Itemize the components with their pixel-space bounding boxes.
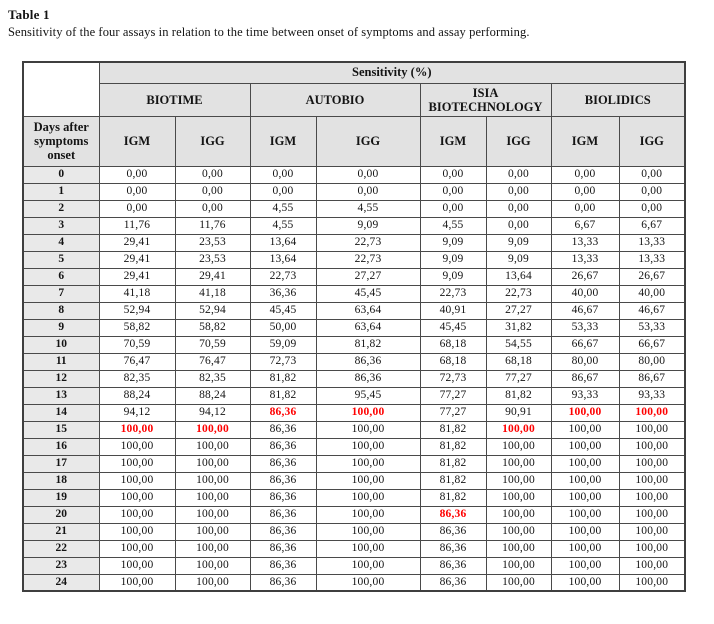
value-cell: 13,33: [551, 234, 619, 251]
value-cell: 0,00: [316, 183, 420, 200]
table-row: [23, 319, 685, 336]
value-cell: 46,67: [551, 302, 619, 319]
day-cell: 21: [23, 523, 99, 540]
value-cell: 13,33: [619, 251, 685, 268]
value-cell: 88,24: [99, 387, 175, 404]
value-cell: 100,00: [99, 421, 175, 438]
table-row: [23, 251, 685, 268]
value-cell: 81,82: [420, 489, 486, 506]
value-cell: 29,41: [99, 234, 175, 251]
value-cell: 76,47: [99, 353, 175, 370]
value-cell: 26,67: [551, 268, 619, 285]
value-cell: 81,82: [420, 438, 486, 455]
col-header-isia-igg: IGG: [486, 116, 551, 166]
value-cell: 100,00: [619, 523, 685, 540]
day-cell: 5: [23, 251, 99, 268]
value-cell: 100,00: [551, 404, 619, 421]
value-cell: 100,00: [551, 472, 619, 489]
value-cell: 4,55: [250, 217, 316, 234]
value-cell: 100,00: [99, 506, 175, 523]
value-cell: 13,33: [619, 234, 685, 251]
value-cell: 100,00: [316, 438, 420, 455]
value-cell: 100,00: [619, 506, 685, 523]
value-cell: 86,36: [420, 506, 486, 523]
value-cell: 100,00: [619, 557, 685, 574]
value-cell: 100,00: [551, 540, 619, 557]
assay-header-isia-biotechnology: ISIA BIOTECHNOLOGY: [420, 83, 551, 116]
value-cell: 100,00: [486, 455, 551, 472]
day-cell: 16: [23, 438, 99, 455]
value-cell: 0,00: [99, 200, 175, 217]
value-cell: 100,00: [486, 421, 551, 438]
day-cell: 12: [23, 370, 99, 387]
value-cell: 13,33: [551, 251, 619, 268]
value-cell: 53,33: [619, 319, 685, 336]
day-cell: 14: [23, 404, 99, 421]
value-cell: 80,00: [619, 353, 685, 370]
value-cell: 86,36: [250, 455, 316, 472]
value-cell: 100,00: [551, 506, 619, 523]
value-cell: 100,00: [175, 489, 250, 506]
day-cell: 2: [23, 200, 99, 217]
value-cell: 86,36: [420, 557, 486, 574]
value-cell: 0,00: [250, 183, 316, 200]
value-cell: 86,67: [619, 370, 685, 387]
value-cell: 100,00: [175, 421, 250, 438]
table-title: Table 1: [8, 7, 50, 22]
day-cell: 1: [23, 183, 99, 200]
value-cell: 100,00: [551, 557, 619, 574]
assay-header-autobio: AUTOBIO: [250, 83, 420, 116]
assay-header-row: [23, 83, 685, 116]
col-header-biotime-igg: IGG: [175, 116, 250, 166]
col-header-biotime-igm: IGM: [99, 116, 175, 166]
table-body: [23, 166, 685, 591]
value-cell: 76,47: [175, 353, 250, 370]
value-cell: 100,00: [619, 540, 685, 557]
value-cell: 100,00: [551, 574, 619, 591]
value-cell: 86,36: [316, 370, 420, 387]
value-cell: 93,33: [551, 387, 619, 404]
value-cell: 9,09: [420, 251, 486, 268]
value-cell: 45,45: [420, 319, 486, 336]
value-cell: 0,00: [99, 166, 175, 183]
table-row: [23, 506, 685, 523]
day-cell: 11: [23, 353, 99, 370]
value-cell: 0,00: [486, 217, 551, 234]
value-cell: 0,00: [551, 200, 619, 217]
value-cell: 0,00: [420, 200, 486, 217]
col-header-biolidics-igm: IGM: [551, 116, 619, 166]
value-cell: 100,00: [316, 489, 420, 506]
value-cell: 100,00: [99, 523, 175, 540]
value-cell: 100,00: [175, 523, 250, 540]
value-cell: 100,00: [486, 506, 551, 523]
value-cell: 41,18: [175, 285, 250, 302]
value-cell: 100,00: [551, 438, 619, 455]
table-row: [23, 302, 685, 319]
value-cell: 100,00: [619, 574, 685, 591]
value-cell: 26,67: [619, 268, 685, 285]
value-cell: 6,67: [551, 217, 619, 234]
value-cell: 0,00: [551, 166, 619, 183]
value-cell: 0,00: [486, 200, 551, 217]
table-row: [23, 523, 685, 540]
day-cell: 19: [23, 489, 99, 506]
value-cell: 100,00: [316, 506, 420, 523]
value-cell: 100,00: [486, 472, 551, 489]
value-cell: 81,82: [250, 387, 316, 404]
table-row: [23, 387, 685, 404]
value-cell: 66,67: [551, 336, 619, 353]
value-cell: 22,73: [316, 251, 420, 268]
value-cell: 100,00: [99, 438, 175, 455]
value-cell: 100,00: [551, 523, 619, 540]
table-row: [23, 438, 685, 455]
value-cell: 13,64: [250, 234, 316, 251]
value-cell: 45,45: [316, 285, 420, 302]
assay-header-biolidics: BIOLIDICS: [551, 83, 685, 116]
table-row: [23, 421, 685, 438]
value-cell: 100,00: [175, 472, 250, 489]
value-cell: 86,36: [250, 557, 316, 574]
value-cell: 100,00: [175, 438, 250, 455]
value-cell: 0,00: [551, 183, 619, 200]
value-cell: 0,00: [99, 183, 175, 200]
value-cell: 11,76: [175, 217, 250, 234]
value-cell: 66,67: [619, 336, 685, 353]
subheader-row: [23, 116, 685, 166]
value-cell: 77,27: [420, 387, 486, 404]
value-cell: 68,18: [420, 336, 486, 353]
table-row: [23, 472, 685, 489]
value-cell: 100,00: [175, 574, 250, 591]
value-cell: 81,82: [250, 370, 316, 387]
value-cell: 86,36: [250, 421, 316, 438]
col-header-biolidics-igg: IGG: [619, 116, 685, 166]
value-cell: 70,59: [175, 336, 250, 353]
value-cell: 86,36: [316, 353, 420, 370]
value-cell: 58,82: [175, 319, 250, 336]
table-row: [23, 217, 685, 234]
value-cell: 40,91: [420, 302, 486, 319]
value-cell: 100,00: [99, 455, 175, 472]
col-header-autobio-igm: IGM: [250, 116, 316, 166]
day-cell: 10: [23, 336, 99, 353]
value-cell: 41,18: [99, 285, 175, 302]
value-cell: 54,55: [486, 336, 551, 353]
value-cell: 0,00: [486, 183, 551, 200]
value-cell: 81,82: [420, 421, 486, 438]
day-cell: 3: [23, 217, 99, 234]
corner-cell: [23, 62, 99, 116]
value-cell: 0,00: [316, 166, 420, 183]
value-cell: 82,35: [99, 370, 175, 387]
day-cell: 15: [23, 421, 99, 438]
value-cell: 72,73: [250, 353, 316, 370]
value-cell: 86,36: [250, 404, 316, 421]
value-cell: 86,36: [250, 523, 316, 540]
table-row: [23, 353, 685, 370]
value-cell: 100,00: [316, 455, 420, 472]
value-cell: 90,91: [486, 404, 551, 421]
value-cell: 9,09: [316, 217, 420, 234]
value-cell: 80,00: [551, 353, 619, 370]
value-cell: 22,73: [486, 285, 551, 302]
day-cell: 7: [23, 285, 99, 302]
value-cell: 100,00: [551, 455, 619, 472]
table-row: [23, 489, 685, 506]
value-cell: 100,00: [619, 455, 685, 472]
table-row: [23, 370, 685, 387]
value-cell: 23,53: [175, 251, 250, 268]
value-cell: 95,45: [316, 387, 420, 404]
value-cell: 86,36: [250, 506, 316, 523]
value-cell: 11,76: [99, 217, 175, 234]
value-cell: 45,45: [250, 302, 316, 319]
value-cell: 86,36: [250, 438, 316, 455]
value-cell: 9,09: [420, 268, 486, 285]
value-cell: 59,09: [250, 336, 316, 353]
value-cell: 0,00: [250, 166, 316, 183]
value-cell: 9,09: [486, 234, 551, 251]
value-cell: 72,73: [420, 370, 486, 387]
value-cell: 27,27: [316, 268, 420, 285]
days-after-symptoms-header: Days after symptoms onset: [23, 116, 99, 166]
sensitivity-header: Sensitivity (%): [99, 62, 685, 83]
value-cell: 88,24: [175, 387, 250, 404]
value-cell: 4,55: [420, 217, 486, 234]
value-cell: 77,27: [486, 370, 551, 387]
day-cell: 24: [23, 574, 99, 591]
value-cell: 63,64: [316, 302, 420, 319]
value-cell: 100,00: [619, 472, 685, 489]
day-cell: 23: [23, 557, 99, 574]
table-row: [23, 455, 685, 472]
value-cell: 100,00: [619, 404, 685, 421]
col-header-isia-igm: IGM: [420, 116, 486, 166]
value-cell: 52,94: [99, 302, 175, 319]
day-cell: 6: [23, 268, 99, 285]
value-cell: 22,73: [316, 234, 420, 251]
value-cell: 100,00: [175, 540, 250, 557]
table-row: [23, 540, 685, 557]
value-cell: 22,73: [420, 285, 486, 302]
value-cell: 100,00: [316, 523, 420, 540]
table-row: [23, 404, 685, 421]
value-cell: 40,00: [619, 285, 685, 302]
table-caption: Sensitivity of the four assays in relation to the time between onset of symptoms and assay performing.: [8, 25, 530, 39]
value-cell: 100,00: [316, 540, 420, 557]
value-cell: 29,41: [175, 268, 250, 285]
value-cell: 13,64: [250, 251, 316, 268]
value-cell: 100,00: [316, 421, 420, 438]
value-cell: 58,82: [99, 319, 175, 336]
day-cell: 18: [23, 472, 99, 489]
value-cell: 86,36: [420, 540, 486, 557]
value-cell: 81,82: [316, 336, 420, 353]
value-cell: 53,33: [551, 319, 619, 336]
value-cell: 100,00: [99, 574, 175, 591]
value-cell: 100,00: [175, 455, 250, 472]
value-cell: 100,00: [619, 489, 685, 506]
value-cell: 0,00: [619, 200, 685, 217]
value-cell: 68,18: [420, 353, 486, 370]
value-cell: 100,00: [316, 574, 420, 591]
value-cell: 31,82: [486, 319, 551, 336]
value-cell: 100,00: [316, 472, 420, 489]
value-cell: 94,12: [99, 404, 175, 421]
day-cell: 8: [23, 302, 99, 319]
value-cell: 81,82: [420, 472, 486, 489]
value-cell: 81,82: [486, 387, 551, 404]
value-cell: 86,36: [250, 489, 316, 506]
day-cell: 20: [23, 506, 99, 523]
value-cell: 0,00: [619, 183, 685, 200]
table-row: [23, 166, 685, 183]
table-row: [23, 336, 685, 353]
value-cell: 100,00: [486, 557, 551, 574]
day-cell: 13: [23, 387, 99, 404]
day-cell: 4: [23, 234, 99, 251]
table-row: [23, 183, 685, 200]
value-cell: 9,09: [486, 251, 551, 268]
value-cell: 100,00: [99, 472, 175, 489]
table-row: [23, 574, 685, 591]
value-cell: 0,00: [486, 166, 551, 183]
value-cell: 29,41: [99, 268, 175, 285]
value-cell: 100,00: [619, 438, 685, 455]
day-cell: 17: [23, 455, 99, 472]
value-cell: 86,36: [420, 523, 486, 540]
sensitivity-header-row: [23, 62, 685, 83]
day-cell: 0: [23, 166, 99, 183]
value-cell: 81,82: [420, 455, 486, 472]
value-cell: 4,55: [250, 200, 316, 217]
value-cell: 68,18: [486, 353, 551, 370]
value-cell: 0,00: [420, 183, 486, 200]
value-cell: 100,00: [486, 540, 551, 557]
value-cell: 100,00: [316, 404, 420, 421]
value-cell: 40,00: [551, 285, 619, 302]
value-cell: 13,64: [486, 268, 551, 285]
value-cell: 4,55: [316, 200, 420, 217]
value-cell: 100,00: [486, 438, 551, 455]
value-cell: 93,33: [619, 387, 685, 404]
assay-header-biotime: BIOTIME: [99, 83, 250, 116]
value-cell: 29,41: [99, 251, 175, 268]
value-cell: 0,00: [619, 166, 685, 183]
col-header-autobio-igg: IGG: [316, 116, 420, 166]
value-cell: 100,00: [486, 489, 551, 506]
value-cell: 100,00: [316, 557, 420, 574]
table-row: [23, 234, 685, 251]
value-cell: 0,00: [175, 200, 250, 217]
table-row: [23, 557, 685, 574]
day-cell: 9: [23, 319, 99, 336]
value-cell: 27,27: [486, 302, 551, 319]
value-cell: 86,36: [420, 574, 486, 591]
value-cell: 100,00: [175, 557, 250, 574]
value-cell: 23,53: [175, 234, 250, 251]
value-cell: 77,27: [420, 404, 486, 421]
value-cell: 50,00: [250, 319, 316, 336]
value-cell: 52,94: [175, 302, 250, 319]
value-cell: 100,00: [175, 506, 250, 523]
day-cell: 22: [23, 540, 99, 557]
value-cell: 46,67: [619, 302, 685, 319]
value-cell: 86,36: [250, 540, 316, 557]
value-cell: 86,36: [250, 472, 316, 489]
value-cell: 94,12: [175, 404, 250, 421]
table-row: [23, 200, 685, 217]
sensitivity-table: [22, 61, 686, 592]
value-cell: 100,00: [99, 557, 175, 574]
value-cell: 0,00: [175, 166, 250, 183]
value-cell: 100,00: [551, 421, 619, 438]
value-cell: 100,00: [551, 489, 619, 506]
value-cell: 100,00: [486, 523, 551, 540]
value-cell: 36,36: [250, 285, 316, 302]
value-cell: 100,00: [99, 540, 175, 557]
value-cell: 0,00: [420, 166, 486, 183]
value-cell: 70,59: [99, 336, 175, 353]
value-cell: 100,00: [99, 489, 175, 506]
value-cell: 100,00: [486, 574, 551, 591]
value-cell: 9,09: [420, 234, 486, 251]
value-cell: 82,35: [175, 370, 250, 387]
value-cell: 6,67: [619, 217, 685, 234]
value-cell: 100,00: [619, 421, 685, 438]
value-cell: 86,67: [551, 370, 619, 387]
table-row: [23, 268, 685, 285]
value-cell: 63,64: [316, 319, 420, 336]
value-cell: 22,73: [250, 268, 316, 285]
value-cell: 86,36: [250, 574, 316, 591]
value-cell: 0,00: [175, 183, 250, 200]
table-row: [23, 285, 685, 302]
